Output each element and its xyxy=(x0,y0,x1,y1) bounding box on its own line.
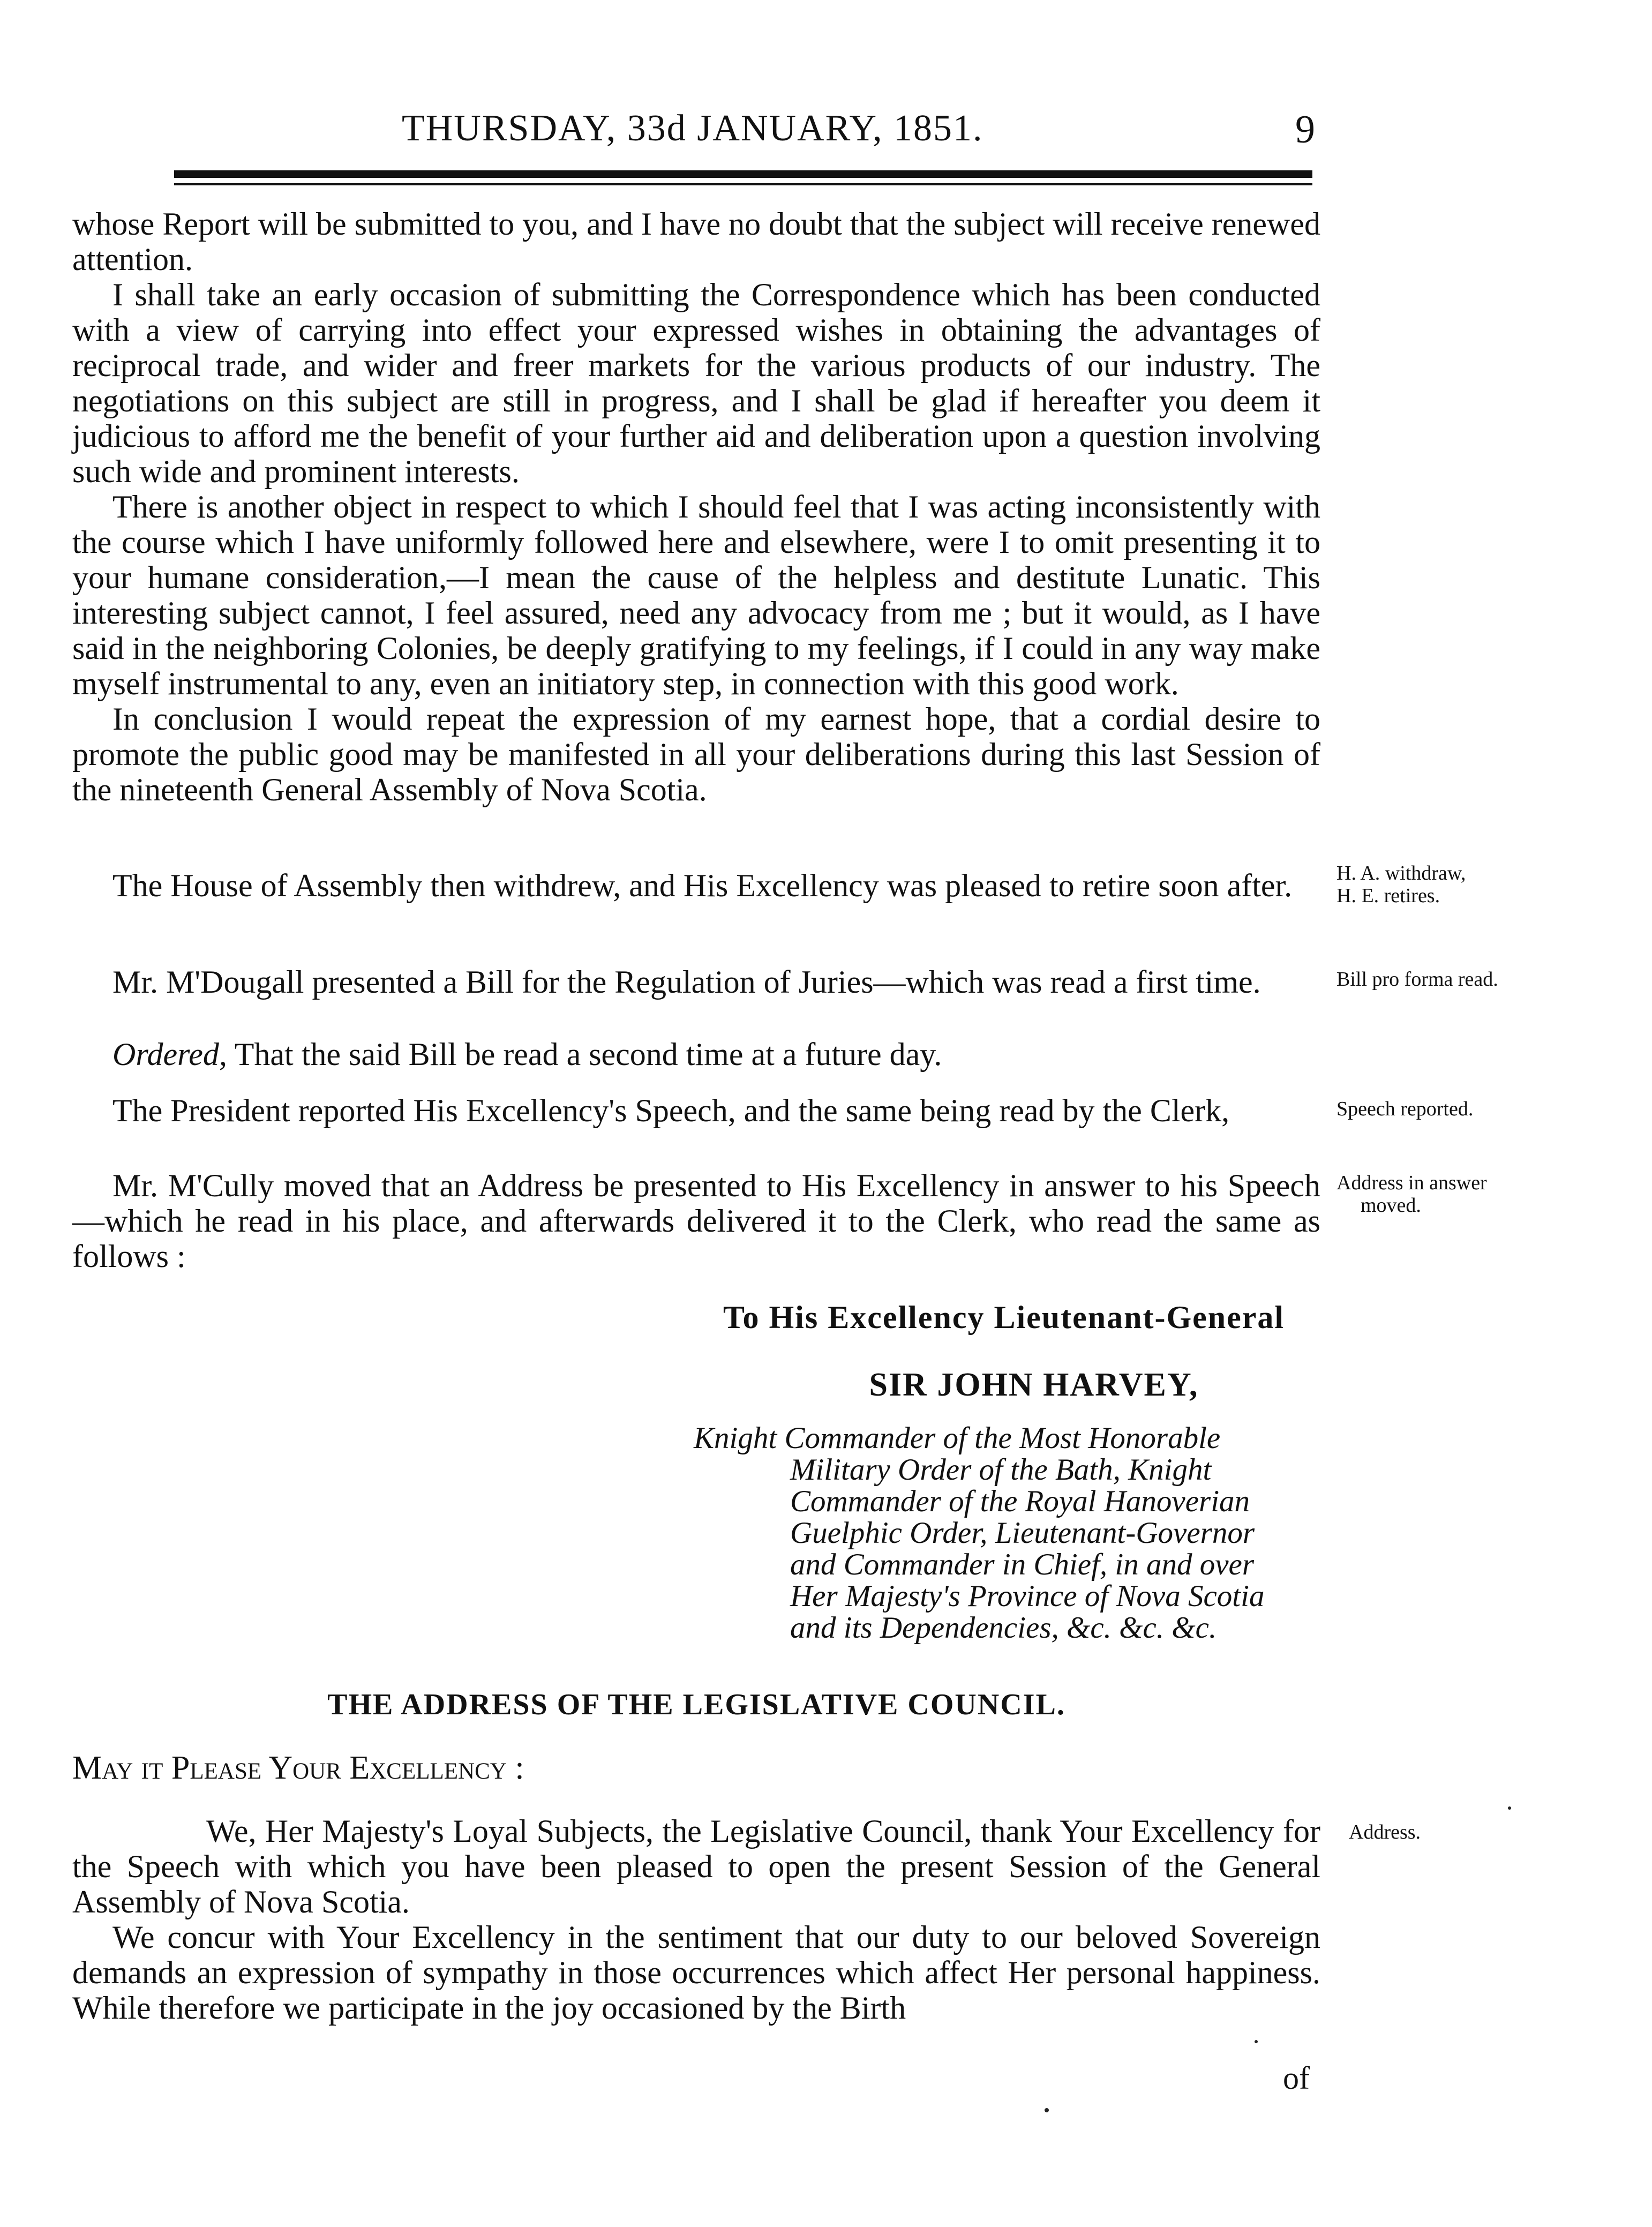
margin-note-speech: Speech reported. xyxy=(1336,1098,1474,1120)
paragraph-report: whose Report will be submitted to you, and I have no doubt that the subject will receive renewed attention. xyxy=(72,206,1320,277)
paragraph-speech-reported: The President reported His Excellency's Speech, and the same being read by the Clerk, xyxy=(112,1093,1230,1128)
paragraph-correspondence: I shall take an early occasion of submitting the Correspondence which has been conducted with a view of carrying into effect your expressed wishes in obtaining the advantages of reciprocal trade, and wider and freer markets for the various products of our industry. The negotiations on this subject are still in progress, and I shall be glad if hereafter you deem it judicious to afford me the benefit of your further aid and deliberation upon a question involving such wide and prominent interests. xyxy=(72,277,1320,489)
margin-note-address: Address. xyxy=(1349,1821,1421,1843)
paragraph-concur: We concur with Your Excellency in the sentiment that our duty to our beloved Sovereign demands an expression of sympathy in those occurrences which affect Her personal happiness. While therefore we participate in the joy occasioned by the Birth xyxy=(72,1919,1320,2026)
address-titles xyxy=(694,1422,1336,1644)
paragraph-thanks: We, Her Majesty's Loyal Subjects, the Legislative Council, thank Your Excellency for the Speech with which you have been pleased to open the present Session of the General Assembly of Nova Scotia. xyxy=(72,1813,1320,1919)
paragraph-address-moved: Mr. M'Cully moved that an Address be presented to His Excellency in answer to his Speech—which he read in his place, and afterwards delivered it to the Clerk, who read the same as follows : xyxy=(72,1168,1320,1274)
page-header xyxy=(0,107,1652,161)
title-line: Knight Commander of the Most Honorable xyxy=(694,1421,1221,1455)
margin-note-withdraw-1: H. A. withdraw, xyxy=(1336,862,1466,884)
speck xyxy=(1045,2108,1049,2112)
ordered-text: That the said Bill be read a second time at a future day. xyxy=(227,1037,942,1072)
title-line: Commander of the Royal Hanoverian xyxy=(790,1484,1250,1518)
paragraph-lunatic: There is another object in respect to which I should feel that I was acting inconsistently with the course which I have uniformly followed here and elsewhere, were I to omit presenting it to your humane consideration,—I mean the cause of the helpless and destitute Lunatic. This interesting subject cannot, I feel assured, need any advocacy from me ; but it would, as I have said in the neighboring Colonies, be deeply gratifying to my feelings, if I could in any way make myself instrumental to any, even an initiatory step, in connection with this good work. xyxy=(72,489,1320,701)
speck xyxy=(1255,2040,1258,2043)
header-title: THURSDAY, 33d JANUARY, 1851. xyxy=(402,108,983,149)
ordered-label: Ordered, xyxy=(112,1037,227,1072)
title-line: Guelphic Order, Lieutenant-Governor xyxy=(790,1516,1255,1550)
paragraph-conclusion: In conclusion I would repeat the expression of my earnest hope, that a cordial desire to promote the public good may be manifested in all your deliberations during this last Session of the nineteenth General Assembly of Nova Scotia. xyxy=(72,701,1320,807)
margin-note-address-moved-2: moved. xyxy=(1361,1194,1421,1217)
paragraph-withdraw: The House of Assembly then withdrew, and His Excellency was pleased to retire soon after. xyxy=(112,868,1293,903)
title-line: and Commander in Chief, in and over xyxy=(790,1548,1255,1581)
address-to-line: To His Excellency Lieutenant-General xyxy=(723,1300,1285,1335)
margin-note-withdraw-2: H. E. retires. xyxy=(1336,884,1440,907)
section-title: THE ADDRESS OF THE LEGISLATIVE COUNCIL. xyxy=(327,1688,1065,1721)
margin-note-bill: Bill pro forma read. xyxy=(1336,968,1498,991)
speech-continuation xyxy=(72,206,1320,807)
address-body xyxy=(72,1813,1320,2026)
header-rule xyxy=(174,170,1312,178)
paragraph-ordered xyxy=(72,1037,1320,1072)
page-number: 9 xyxy=(1295,108,1315,152)
title-line: and its Dependencies, &c. &c. &c. xyxy=(790,1611,1217,1645)
title-line: Military Order of the Bath, Knight xyxy=(790,1453,1212,1487)
salutation: May it Please Your Excellency : xyxy=(72,1750,524,1786)
margin-note-address-moved-1: Address in answer xyxy=(1336,1172,1487,1194)
paragraph-bill: Mr. M'Dougall presented a Bill for the Regulation of Juries—which was read a first time. xyxy=(112,964,1261,1000)
catchword: of xyxy=(1283,2060,1310,2096)
speck xyxy=(1508,1806,1511,1810)
title-line: Her Majesty's Province of Nova Scotia xyxy=(790,1579,1265,1613)
header-rule-thin xyxy=(174,183,1312,185)
address-name: SIR JOHN HARVEY, xyxy=(869,1367,1199,1403)
